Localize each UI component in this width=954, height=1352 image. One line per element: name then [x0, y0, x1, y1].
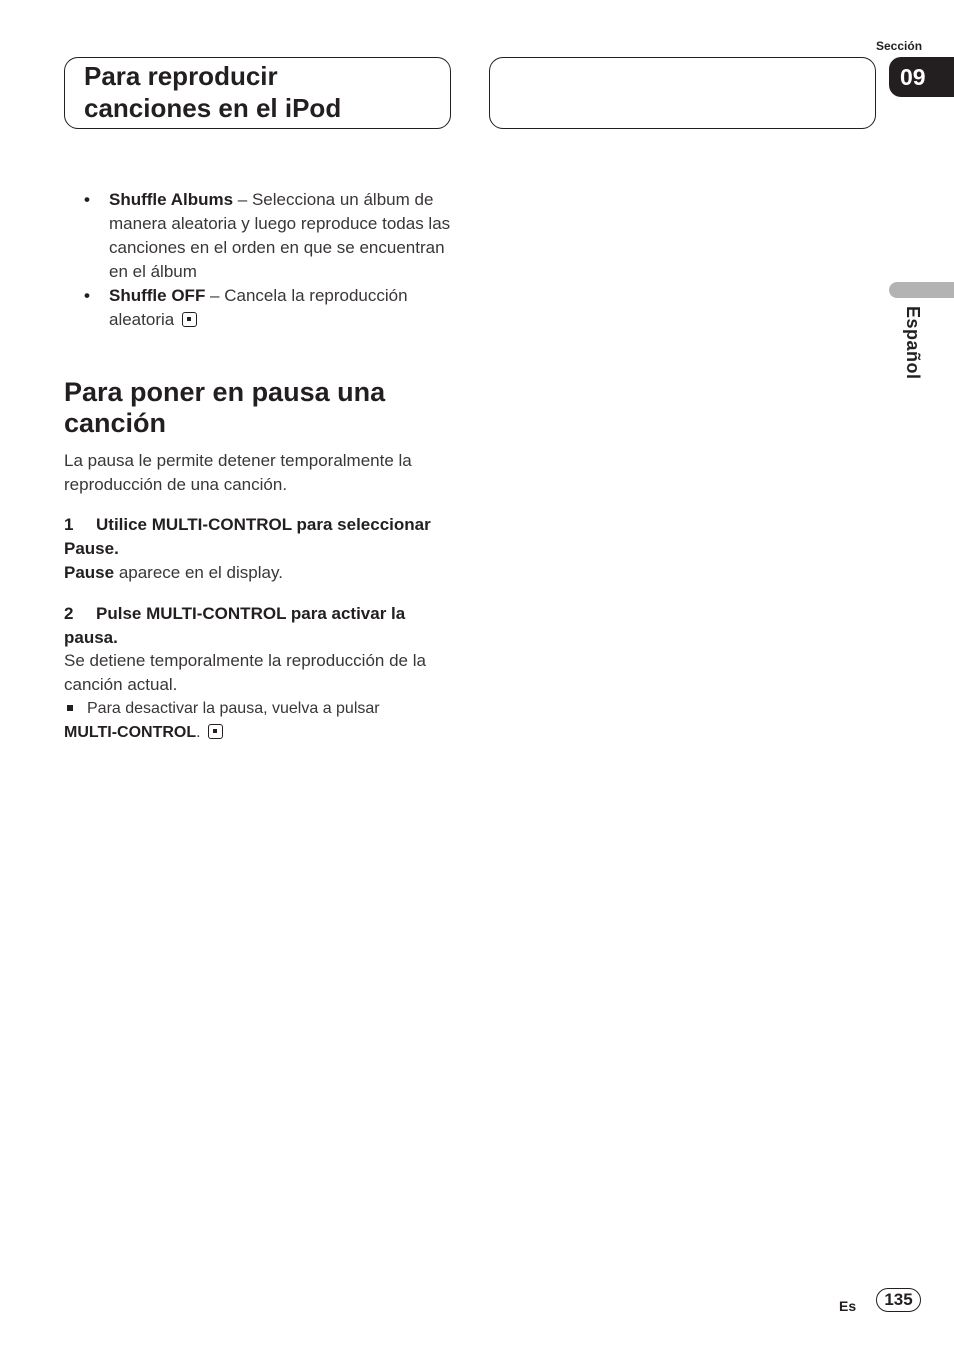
option-description: – Cancela la reproducción aleatoria — [109, 286, 408, 329]
bullet-icon: • — [84, 190, 90, 209]
step-2-heading — [64, 602, 444, 650]
step-number: 2 — [64, 604, 74, 623]
section-heading-line-2: canción — [64, 408, 167, 438]
step-heading-text: Utilice MULTI-CONTROL para seleccionar Pause. — [64, 515, 431, 558]
step-heading-text: Pulse MULTI-CONTROL para activar la pausa. — [64, 604, 406, 647]
step-2-body: Se detiene temporalmente la reproducción de la canción actual. — [64, 651, 426, 694]
language-tab-marker — [889, 282, 954, 298]
end-of-section-icon — [182, 312, 197, 327]
header-box-right — [489, 57, 876, 129]
header-title-line-2: canciones en el iPod — [84, 93, 342, 123]
display-term: Pause — [64, 563, 115, 582]
note-bullet-icon — [67, 705, 73, 711]
note-text: Para desactivar la pausa, vuelva a pulsar — [87, 700, 380, 717]
section-heading-line-1: Para poner en pausa una — [64, 377, 386, 407]
footer-language-code: Es — [839, 1298, 857, 1314]
section-label: Sección — [876, 39, 923, 53]
section-number-tab: 09 — [889, 57, 954, 97]
option-term: Shuffle Albums — [109, 190, 234, 209]
step-1-body — [64, 561, 454, 585]
page-header-title — [84, 60, 444, 124]
step-body-text: aparece en el display. — [114, 563, 283, 582]
list-item — [84, 284, 454, 332]
page-number: 135 — [876, 1288, 921, 1312]
header-title-line-1: Para reproducir — [84, 61, 278, 91]
option-description: – Selecciona un álbum de manera aleatoria y luego reproduce todas las canciones en el orden en que se encuentran en el álbum — [109, 190, 451, 281]
shuffle-options-list — [84, 188, 454, 332]
end-of-section-icon — [208, 724, 223, 739]
section-heading — [64, 377, 444, 439]
option-term: Shuffle OFF — [109, 286, 206, 305]
step-number: 1 — [64, 515, 74, 534]
note-suffix: . — [196, 724, 201, 741]
step-1-heading — [64, 513, 444, 561]
note-term: MULTI-CONTROL — [64, 724, 197, 741]
note — [64, 697, 454, 745]
bullet-icon: • — [84, 286, 90, 305]
section-intro: La pausa le permite detener temporalmente la reproducción de una canción. — [64, 451, 412, 494]
language-label: Español — [903, 306, 923, 380]
list-item — [84, 188, 454, 284]
